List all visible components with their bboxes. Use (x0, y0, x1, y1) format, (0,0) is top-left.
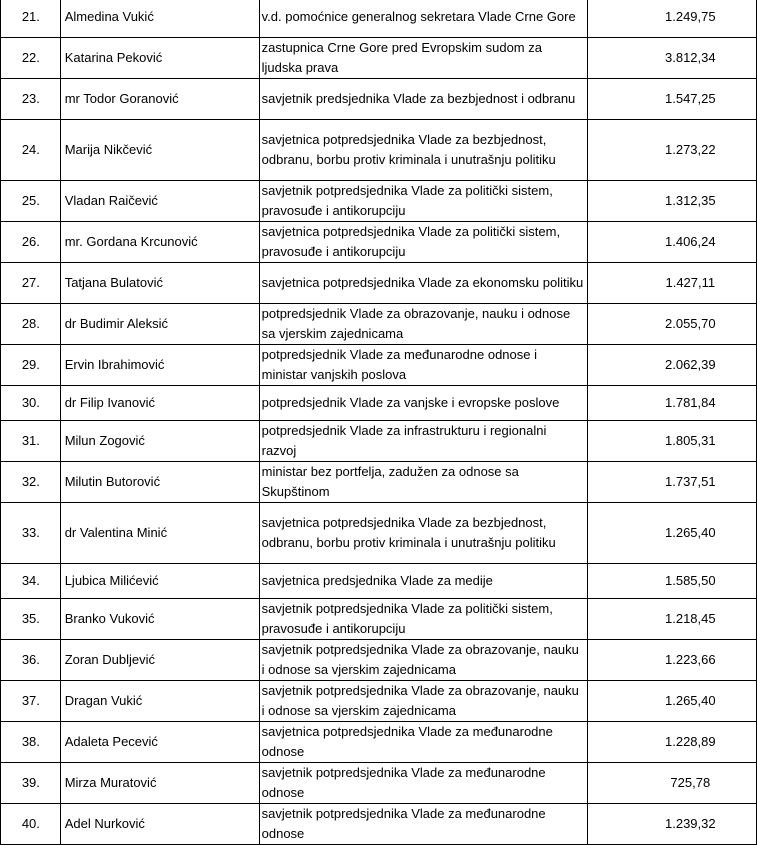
amount-cell: 1.265,40 (587, 503, 756, 564)
amount-cell: 1.427,11 (587, 263, 756, 304)
row-number-cell: 27. (1, 263, 61, 304)
table-row (1, 0, 757, 38)
row-number-cell: 35. (1, 599, 61, 640)
row-number-cell: 38. (1, 722, 61, 763)
name-cell: Adaleta Pecević (60, 722, 259, 763)
amount-cell: 1.223,66 (587, 640, 756, 681)
row-number-cell: 22. (1, 38, 61, 79)
table-row (1, 79, 757, 120)
name-cell: Marija Nikčević (60, 120, 259, 181)
name-cell: Dragan Vukić (60, 681, 259, 722)
table-row (1, 386, 757, 421)
name-cell: Almedina Vukić (60, 0, 259, 38)
name-cell: mr Todor Goranović (60, 79, 259, 120)
amount-cell: 2.055,70 (587, 304, 756, 345)
position-cell: savjetnik potpredsjednika Vlade za obrazovanje, nauku i odnose sa vjerskim zajednicama (259, 640, 587, 681)
table-row (1, 640, 757, 681)
table-row (1, 181, 757, 222)
name-cell: Katarina Peković (60, 38, 259, 79)
amount-cell: 1.249,75 (587, 0, 756, 38)
table-row (1, 304, 757, 345)
table-body (1, 0, 757, 845)
row-number-cell: 26. (1, 222, 61, 263)
name-cell: dr Valentina Minić (60, 503, 259, 564)
name-cell: Ljubica Milićević (60, 564, 259, 599)
row-number-cell: 23. (1, 79, 61, 120)
name-cell: Mirza Muratović (60, 763, 259, 804)
row-number-cell: 36. (1, 640, 61, 681)
table-row (1, 222, 757, 263)
amount-cell: 1.273,22 (587, 120, 756, 181)
table-row (1, 804, 757, 845)
name-cell: mr. Gordana Krcunović (60, 222, 259, 263)
position-cell: savjetnik potpredsjednika Vlade za politički sistem, pravosuđe i antikorupciju (259, 599, 587, 640)
amount-cell: 1.265,40 (587, 681, 756, 722)
position-cell: savjetnik potpredsjednika Vlade za međunarodne odnose (259, 804, 587, 845)
row-number-cell: 25. (1, 181, 61, 222)
row-number-cell: 39. (1, 763, 61, 804)
position-cell: savjetnica potpredsjednika Vlade za politički sistem, pravosuđe i antikorupciju (259, 222, 587, 263)
row-number-cell: 32. (1, 462, 61, 503)
row-number-cell: 21. (1, 0, 61, 38)
position-cell: savjetnica potpredsjednika Vlade za bezbjednost, odbranu, borbu protiv kriminala i unutrašnju politiku (259, 503, 587, 564)
amount-cell: 1.547,25 (587, 79, 756, 120)
name-cell: Zoran Dubljević (60, 640, 259, 681)
table-row (1, 681, 757, 722)
table-row (1, 599, 757, 640)
table-row (1, 421, 757, 462)
name-cell: Milutin Butorović (60, 462, 259, 503)
position-cell: v.d. pomoćnice generalnog sekretara Vlade Crne Gore (259, 0, 587, 38)
row-number-cell: 34. (1, 564, 61, 599)
table-row (1, 503, 757, 564)
amount-cell: 1.585,50 (587, 564, 756, 599)
amount-cell: 1.218,45 (587, 599, 756, 640)
position-cell: savjetnica potpredsjednika Vlade za međunarodne odnose (259, 722, 587, 763)
row-number-cell: 31. (1, 421, 61, 462)
table-row (1, 263, 757, 304)
row-number-cell: 37. (1, 681, 61, 722)
table-row (1, 722, 757, 763)
amount-cell: 1.781,84 (587, 386, 756, 421)
position-cell: savjetnik predsjednika Vlade za bezbjednost i odbranu (259, 79, 587, 120)
row-number-cell: 40. (1, 804, 61, 845)
row-number-cell: 30. (1, 386, 61, 421)
name-cell: Adel Nurković (60, 804, 259, 845)
position-cell: potpredsjednik Vlade za obrazovanje, nauku i odnose sa vjerskim zajednicama (259, 304, 587, 345)
name-cell: Vladan Raičević (60, 181, 259, 222)
table-row (1, 120, 757, 181)
row-number-cell: 28. (1, 304, 61, 345)
row-number-cell: 24. (1, 120, 61, 181)
table-row (1, 763, 757, 804)
row-number-cell: 33. (1, 503, 61, 564)
table-row (1, 38, 757, 79)
amount-cell: 1.228,89 (587, 722, 756, 763)
position-cell: savjetnik potpredsjednika Vlade za politički sistem, pravosuđe i antikorupciju (259, 181, 587, 222)
position-cell: potpredsjednik Vlade za međunarodne odnose i ministar vanjskih poslova (259, 345, 587, 386)
position-cell: savjetnik potpredsjednika Vlade za obrazovanje, nauku i odnose sa vjerskim zajednicama (259, 681, 587, 722)
position-cell: savjetnica potpredsjednika Vlade za bezbjednost, odbranu, borbu protiv kriminala i unutrašnju politiku (259, 120, 587, 181)
position-cell: savjetnik potpredsjednika Vlade za međunarodne odnose (259, 763, 587, 804)
name-cell: dr Filip Ivanović (60, 386, 259, 421)
amount-cell: 725,78 (587, 763, 756, 804)
position-cell: savjetnica predsjednika Vlade za medije (259, 564, 587, 599)
amount-cell: 1.312,35 (587, 181, 756, 222)
position-cell: potpredsjednik Vlade za infrastrukturu i regionalni razvoj (259, 421, 587, 462)
amount-cell: 2.062,39 (587, 345, 756, 386)
position-cell: savjetnica potpredsjednika Vlade za ekonomsku politiku (259, 263, 587, 304)
amount-cell: 1.805,31 (587, 421, 756, 462)
position-cell: zastupnica Crne Gore pred Evropskim sudom za ljudska prava (259, 38, 587, 79)
name-cell: Branko Vuković (60, 599, 259, 640)
amount-cell: 3.812,34 (587, 38, 756, 79)
position-cell: potpredsjednik Vlade za vanjske i evropske poslove (259, 386, 587, 421)
table-row (1, 345, 757, 386)
amount-cell: 1.737,51 (587, 462, 756, 503)
position-cell: ministar bez portfelja, zadužen za odnose sa Skupštinom (259, 462, 587, 503)
name-cell: Tatjana Bulatović (60, 263, 259, 304)
name-cell: Ervin Ibrahimović (60, 345, 259, 386)
table-row (1, 462, 757, 503)
name-cell: Milun Zogović (60, 421, 259, 462)
row-number-cell: 29. (1, 345, 61, 386)
amount-cell: 1.406,24 (587, 222, 756, 263)
amount-cell: 1.239,32 (587, 804, 756, 845)
table-row (1, 564, 757, 599)
name-cell: dr Budimir Aleksić (60, 304, 259, 345)
